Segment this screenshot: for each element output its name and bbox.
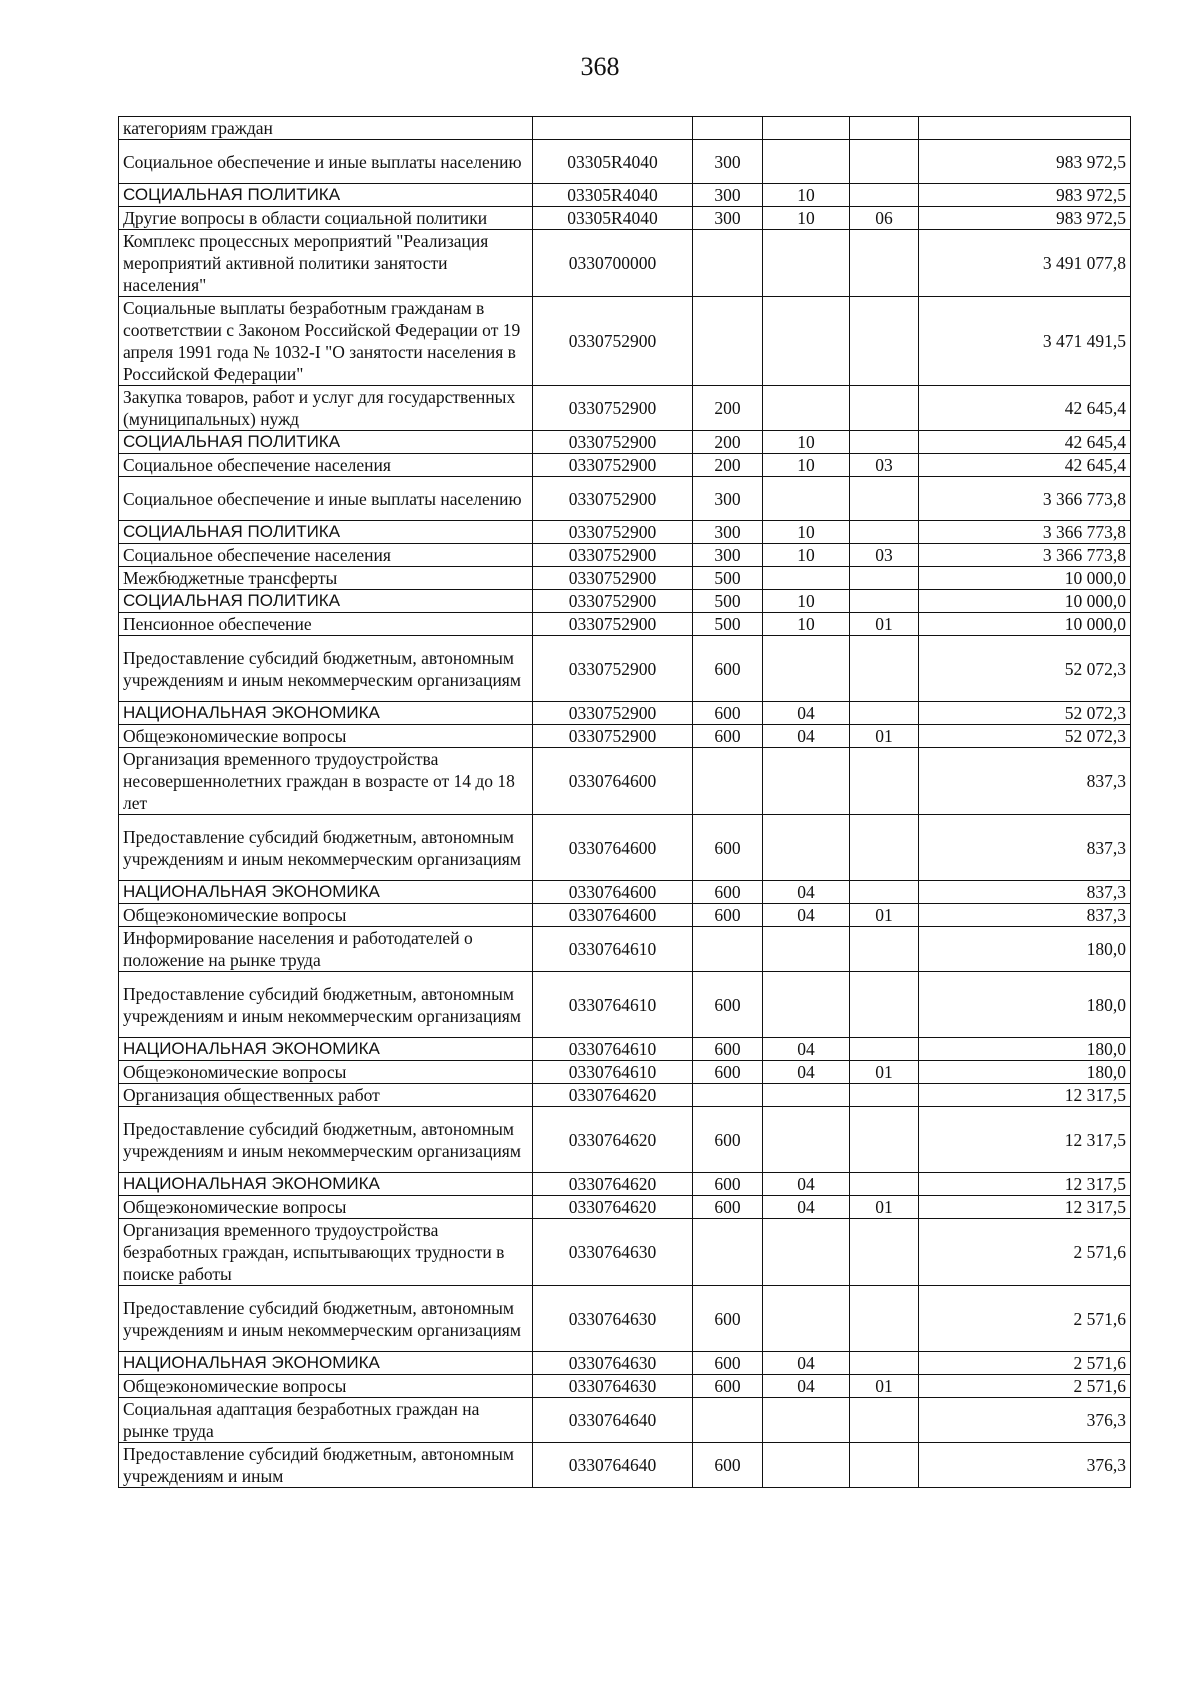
row-expense-type bbox=[693, 927, 763, 972]
row-expense-type: 300 bbox=[693, 207, 763, 230]
row-subsection: 01 bbox=[850, 1196, 919, 1219]
table-row bbox=[119, 1375, 1131, 1398]
row-section bbox=[763, 1286, 850, 1352]
row-subsection bbox=[850, 1107, 919, 1173]
row-section: 04 bbox=[763, 904, 850, 927]
row-target-code: 03305R4040 bbox=[533, 140, 693, 184]
row-subsection: 03 bbox=[850, 544, 919, 567]
row-subsection bbox=[850, 590, 919, 613]
budget-table bbox=[118, 116, 1131, 1488]
table-row bbox=[119, 725, 1131, 748]
row-section: 10 bbox=[763, 521, 850, 544]
row-expense-type: 500 bbox=[693, 590, 763, 613]
row-target-code: 0330764620 bbox=[533, 1173, 693, 1196]
page-number: 368 bbox=[580, 52, 620, 81]
row-target-code: 0330764600 bbox=[533, 904, 693, 927]
row-subsection: 01 bbox=[850, 904, 919, 927]
table-row bbox=[119, 544, 1131, 567]
row-amount: 2 571,6 bbox=[919, 1375, 1131, 1398]
row-expense-type: 500 bbox=[693, 613, 763, 636]
table-row bbox=[119, 454, 1131, 477]
row-section bbox=[763, 636, 850, 702]
row-expense-type bbox=[693, 1398, 763, 1443]
table-row bbox=[119, 1443, 1131, 1488]
row-expense-type: 600 bbox=[693, 725, 763, 748]
row-expense-type: 300 bbox=[693, 184, 763, 207]
row-subsection bbox=[850, 1038, 919, 1061]
row-amount: 3 471 491,5 bbox=[919, 297, 1131, 386]
row-expense-type: 600 bbox=[693, 815, 763, 881]
row-target-code: 0330752900 bbox=[533, 725, 693, 748]
row-expense-type bbox=[693, 297, 763, 386]
row-target-code: 03305R4040 bbox=[533, 184, 693, 207]
table-row bbox=[119, 230, 1131, 297]
row-section: 10 bbox=[763, 184, 850, 207]
row-amount: 52 072,3 bbox=[919, 725, 1131, 748]
row-expense-type: 300 bbox=[693, 140, 763, 184]
row-section bbox=[763, 748, 850, 815]
row-amount: 10 000,0 bbox=[919, 613, 1131, 636]
row-target-code: 0330764600 bbox=[533, 748, 693, 815]
row-expense-type: 600 bbox=[693, 1375, 763, 1398]
row-section bbox=[763, 1219, 850, 1286]
row-expense-type: 300 bbox=[693, 477, 763, 521]
row-name: Социальное обеспечение и иные выплаты населению bbox=[119, 140, 533, 184]
row-amount: 12 317,5 bbox=[919, 1084, 1131, 1107]
row-target-code: 0330764620 bbox=[533, 1196, 693, 1219]
row-subsection bbox=[850, 140, 919, 184]
row-name: Предоставление субсидий бюджетным, автономным учреждениям и иным некоммерческим организациям bbox=[119, 636, 533, 702]
row-expense-type: 600 bbox=[693, 1443, 763, 1488]
row-subsection bbox=[850, 1286, 919, 1352]
row-name: Социальное обеспечение населения bbox=[119, 454, 533, 477]
table-row bbox=[119, 1038, 1131, 1061]
row-name: НАЦИОНАЛЬНАЯ ЭКОНОМИКА bbox=[119, 1352, 533, 1375]
row-section bbox=[763, 230, 850, 297]
row-subsection: 03 bbox=[850, 454, 919, 477]
row-name: СОЦИАЛЬНАЯ ПОЛИТИКА bbox=[119, 590, 533, 613]
row-subsection bbox=[850, 748, 919, 815]
row-name: Общеэкономические вопросы bbox=[119, 1375, 533, 1398]
row-section: 04 bbox=[763, 1375, 850, 1398]
row-name: Информирование населения и работодателей о положение на рынке труда bbox=[119, 927, 533, 972]
row-expense-type: 500 bbox=[693, 567, 763, 590]
row-subsection bbox=[850, 927, 919, 972]
row-amount: 2 571,6 bbox=[919, 1219, 1131, 1286]
row-target-code: 0330764620 bbox=[533, 1107, 693, 1173]
row-section bbox=[763, 140, 850, 184]
row-name: Организация временного трудоустройства безработных граждан, испытывающих трудности в поиске работы bbox=[119, 1219, 533, 1286]
row-expense-type: 600 bbox=[693, 881, 763, 904]
row-target-code: 0330764600 bbox=[533, 881, 693, 904]
row-target-code: 0330764640 bbox=[533, 1398, 693, 1443]
row-amount: 3 366 773,8 bbox=[919, 521, 1131, 544]
table-row bbox=[119, 702, 1131, 725]
table-row bbox=[119, 1084, 1131, 1107]
row-name: СОЦИАЛЬНАЯ ПОЛИТИКА bbox=[119, 184, 533, 207]
row-expense-type: 300 bbox=[693, 544, 763, 567]
row-target-code: 0330752900 bbox=[533, 297, 693, 386]
row-subsection bbox=[850, 297, 919, 386]
row-name: Предоставление субсидий бюджетным, автономным учреждениям и иным bbox=[119, 1443, 533, 1488]
row-target-code: 0330752900 bbox=[533, 454, 693, 477]
row-name: Предоставление субсидий бюджетным, автономным учреждениям и иным некоммерческим организациям bbox=[119, 1286, 533, 1352]
row-amount: 12 317,5 bbox=[919, 1107, 1131, 1173]
row-amount: 52 072,3 bbox=[919, 702, 1131, 725]
row-expense-type: 600 bbox=[693, 1352, 763, 1375]
row-name: Социальная адаптация безработных граждан на рынке труда bbox=[119, 1398, 533, 1443]
row-amount: 983 972,5 bbox=[919, 207, 1131, 230]
row-target-code: 0330752900 bbox=[533, 544, 693, 567]
table-row bbox=[119, 1352, 1131, 1375]
table-row bbox=[119, 1196, 1131, 1219]
table-row bbox=[119, 613, 1131, 636]
table-row bbox=[119, 567, 1131, 590]
row-subsection bbox=[850, 477, 919, 521]
row-expense-type bbox=[693, 748, 763, 815]
row-subsection: 01 bbox=[850, 1061, 919, 1084]
row-name: Предоставление субсидий бюджетным, автономным учреждениям и иным некоммерческим организациям bbox=[119, 1107, 533, 1173]
table-row bbox=[119, 521, 1131, 544]
table-row bbox=[119, 904, 1131, 927]
row-amount: 3 366 773,8 bbox=[919, 477, 1131, 521]
row-section bbox=[763, 815, 850, 881]
table-row bbox=[119, 1398, 1131, 1443]
row-amount: 12 317,5 bbox=[919, 1196, 1131, 1219]
row-expense-type: 600 bbox=[693, 904, 763, 927]
row-name: Закупка товаров, работ и услуг для государственных (муниципальных) нужд bbox=[119, 386, 533, 431]
row-subsection bbox=[850, 567, 919, 590]
row-expense-type: 600 bbox=[693, 1038, 763, 1061]
row-target-code bbox=[533, 117, 693, 140]
table-row bbox=[119, 972, 1131, 1038]
row-section: 04 bbox=[763, 1196, 850, 1219]
row-target-code: 0330752900 bbox=[533, 613, 693, 636]
row-target-code: 0330752900 bbox=[533, 477, 693, 521]
row-expense-type: 600 bbox=[693, 1061, 763, 1084]
row-name: Организация временного трудоустройства несовершеннолетних граждан в возрасте от 14 до 18 лет bbox=[119, 748, 533, 815]
row-amount: 837,3 bbox=[919, 904, 1131, 927]
row-target-code: 0330764610 bbox=[533, 972, 693, 1038]
row-target-code: 0330752900 bbox=[533, 702, 693, 725]
row-name: Общеэкономические вопросы bbox=[119, 1196, 533, 1219]
row-section bbox=[763, 567, 850, 590]
row-target-code: 0330764600 bbox=[533, 815, 693, 881]
row-section: 04 bbox=[763, 1352, 850, 1375]
row-subsection bbox=[850, 1219, 919, 1286]
row-section: 10 bbox=[763, 207, 850, 230]
row-target-code: 0330752900 bbox=[533, 386, 693, 431]
row-amount: 42 645,4 bbox=[919, 386, 1131, 431]
row-name: Организация общественных работ bbox=[119, 1084, 533, 1107]
row-amount bbox=[919, 117, 1131, 140]
row-subsection: 01 bbox=[850, 1375, 919, 1398]
row-section bbox=[763, 117, 850, 140]
row-amount: 3 366 773,8 bbox=[919, 544, 1131, 567]
row-target-code: 0330764610 bbox=[533, 927, 693, 972]
row-target-code: 0330752900 bbox=[533, 521, 693, 544]
row-name: НАЦИОНАЛЬНАЯ ЭКОНОМИКА bbox=[119, 702, 533, 725]
row-section bbox=[763, 386, 850, 431]
row-subsection bbox=[850, 636, 919, 702]
row-name: Другие вопросы в области социальной политики bbox=[119, 207, 533, 230]
row-expense-type: 600 bbox=[693, 1107, 763, 1173]
row-expense-type bbox=[693, 1219, 763, 1286]
row-subsection bbox=[850, 1084, 919, 1107]
row-subsection bbox=[850, 117, 919, 140]
row-target-code: 0330764630 bbox=[533, 1352, 693, 1375]
row-amount: 983 972,5 bbox=[919, 140, 1131, 184]
row-subsection: 06 bbox=[850, 207, 919, 230]
row-amount: 2 571,6 bbox=[919, 1286, 1131, 1352]
table-row bbox=[119, 117, 1131, 140]
table-row bbox=[119, 881, 1131, 904]
row-section: 04 bbox=[763, 725, 850, 748]
row-name: Общеэкономические вопросы bbox=[119, 1061, 533, 1084]
row-target-code: 0330764640 bbox=[533, 1443, 693, 1488]
row-subsection bbox=[850, 230, 919, 297]
row-target-code: 0330752900 bbox=[533, 567, 693, 590]
table-row bbox=[119, 1286, 1131, 1352]
row-name: Общеэкономические вопросы bbox=[119, 725, 533, 748]
row-target-code: 0330764630 bbox=[533, 1219, 693, 1286]
row-subsection bbox=[850, 815, 919, 881]
row-name: НАЦИОНАЛЬНАЯ ЭКОНОМИКА bbox=[119, 1173, 533, 1196]
row-subsection: 01 bbox=[850, 725, 919, 748]
row-expense-type: 200 bbox=[693, 386, 763, 431]
row-expense-type: 600 bbox=[693, 636, 763, 702]
row-subsection bbox=[850, 386, 919, 431]
row-section bbox=[763, 1398, 850, 1443]
row-expense-type bbox=[693, 117, 763, 140]
row-section: 10 bbox=[763, 544, 850, 567]
row-name: Социальные выплаты безработным гражданам в соответствии с Законом Российской Федерации от 19 апреля 1991 года № 1032-I "О занятости населения в Российской Федерации" bbox=[119, 297, 533, 386]
row-section: 10 bbox=[763, 613, 850, 636]
row-amount: 180,0 bbox=[919, 1061, 1131, 1084]
row-expense-type: 200 bbox=[693, 431, 763, 454]
row-expense-type: 200 bbox=[693, 454, 763, 477]
row-section: 10 bbox=[763, 590, 850, 613]
row-name: НАЦИОНАЛЬНАЯ ЭКОНОМИКА bbox=[119, 881, 533, 904]
table-row bbox=[119, 590, 1131, 613]
row-subsection bbox=[850, 1352, 919, 1375]
row-target-code: 0330764620 bbox=[533, 1084, 693, 1107]
row-section: 10 bbox=[763, 431, 850, 454]
row-expense-type: 300 bbox=[693, 521, 763, 544]
row-expense-type: 600 bbox=[693, 1173, 763, 1196]
row-target-code: 0330764610 bbox=[533, 1038, 693, 1061]
row-name: Общеэкономические вопросы bbox=[119, 904, 533, 927]
row-amount: 42 645,4 bbox=[919, 454, 1131, 477]
table-row bbox=[119, 927, 1131, 972]
table-row bbox=[119, 748, 1131, 815]
row-subsection bbox=[850, 521, 919, 544]
row-name: СОЦИАЛЬНАЯ ПОЛИТИКА bbox=[119, 431, 533, 454]
row-expense-type: 600 bbox=[693, 1196, 763, 1219]
row-target-code: 0330752900 bbox=[533, 431, 693, 454]
row-name: Межбюджетные трансферты bbox=[119, 567, 533, 590]
row-subsection bbox=[850, 1173, 919, 1196]
row-name: Комплекс процессных мероприятий "Реализация мероприятий активной политики занятости населения" bbox=[119, 230, 533, 297]
table-row bbox=[119, 1107, 1131, 1173]
row-section bbox=[763, 477, 850, 521]
row-amount: 3 491 077,8 bbox=[919, 230, 1131, 297]
row-target-code: 03305R4040 bbox=[533, 207, 693, 230]
row-name: Пенсионное обеспечение bbox=[119, 613, 533, 636]
table-row bbox=[119, 140, 1131, 184]
row-subsection bbox=[850, 1443, 919, 1488]
row-subsection bbox=[850, 972, 919, 1038]
row-amount: 42 645,4 bbox=[919, 431, 1131, 454]
table-row bbox=[119, 207, 1131, 230]
row-name: НАЦИОНАЛЬНАЯ ЭКОНОМИКА bbox=[119, 1038, 533, 1061]
row-amount: 837,3 bbox=[919, 815, 1131, 881]
table-row bbox=[119, 386, 1131, 431]
row-amount: 180,0 bbox=[919, 1038, 1131, 1061]
row-expense-type: 600 bbox=[693, 702, 763, 725]
row-section: 04 bbox=[763, 702, 850, 725]
row-amount: 52 072,3 bbox=[919, 636, 1131, 702]
row-section: 10 bbox=[763, 454, 850, 477]
row-name: СОЦИАЛЬНАЯ ПОЛИТИКА bbox=[119, 521, 533, 544]
row-target-code: 0330700000 bbox=[533, 230, 693, 297]
table-row bbox=[119, 636, 1131, 702]
row-section: 04 bbox=[763, 881, 850, 904]
row-subsection bbox=[850, 702, 919, 725]
row-amount: 837,3 bbox=[919, 881, 1131, 904]
row-section bbox=[763, 1107, 850, 1173]
table-row bbox=[119, 477, 1131, 521]
row-amount: 2 571,6 bbox=[919, 1352, 1131, 1375]
row-subsection: 01 bbox=[850, 613, 919, 636]
row-section bbox=[763, 1084, 850, 1107]
row-name: Социальное обеспечение населения bbox=[119, 544, 533, 567]
row-expense-type bbox=[693, 230, 763, 297]
row-section bbox=[763, 297, 850, 386]
row-amount: 12 317,5 bbox=[919, 1173, 1131, 1196]
row-amount: 180,0 bbox=[919, 927, 1131, 972]
table-row bbox=[119, 815, 1131, 881]
row-subsection bbox=[850, 184, 919, 207]
table-row bbox=[119, 1219, 1131, 1286]
table-row bbox=[119, 431, 1131, 454]
row-amount: 983 972,5 bbox=[919, 184, 1131, 207]
row-amount: 837,3 bbox=[919, 748, 1131, 815]
row-target-code: 0330764630 bbox=[533, 1375, 693, 1398]
row-subsection bbox=[850, 881, 919, 904]
row-section bbox=[763, 972, 850, 1038]
row-amount: 10 000,0 bbox=[919, 567, 1131, 590]
row-name: категориям граждан bbox=[119, 117, 533, 140]
row-section bbox=[763, 1443, 850, 1488]
row-expense-type: 600 bbox=[693, 972, 763, 1038]
row-section: 04 bbox=[763, 1061, 850, 1084]
row-subsection bbox=[850, 431, 919, 454]
row-expense-type: 600 bbox=[693, 1286, 763, 1352]
row-name: Социальное обеспечение и иные выплаты населению bbox=[119, 477, 533, 521]
budget-table-body bbox=[119, 117, 1131, 1488]
table-row bbox=[119, 184, 1131, 207]
row-section bbox=[763, 927, 850, 972]
row-section: 04 bbox=[763, 1173, 850, 1196]
table-row bbox=[119, 297, 1131, 386]
row-target-code: 0330764610 bbox=[533, 1061, 693, 1084]
row-section: 04 bbox=[763, 1038, 850, 1061]
table-row bbox=[119, 1173, 1131, 1196]
row-target-code: 0330752900 bbox=[533, 636, 693, 702]
row-amount: 376,3 bbox=[919, 1398, 1131, 1443]
row-expense-type bbox=[693, 1084, 763, 1107]
row-name: Предоставление субсидий бюджетным, автономным учреждениям и иным некоммерческим организациям bbox=[119, 815, 533, 881]
row-name: Предоставление субсидий бюджетным, автономным учреждениям и иным некоммерческим организациям bbox=[119, 972, 533, 1038]
row-subsection bbox=[850, 1398, 919, 1443]
row-target-code: 0330764630 bbox=[533, 1286, 693, 1352]
row-amount: 376,3 bbox=[919, 1443, 1131, 1488]
row-amount: 180,0 bbox=[919, 972, 1131, 1038]
table-row bbox=[119, 1061, 1131, 1084]
row-amount: 10 000,0 bbox=[919, 590, 1131, 613]
row-target-code: 0330752900 bbox=[533, 590, 693, 613]
